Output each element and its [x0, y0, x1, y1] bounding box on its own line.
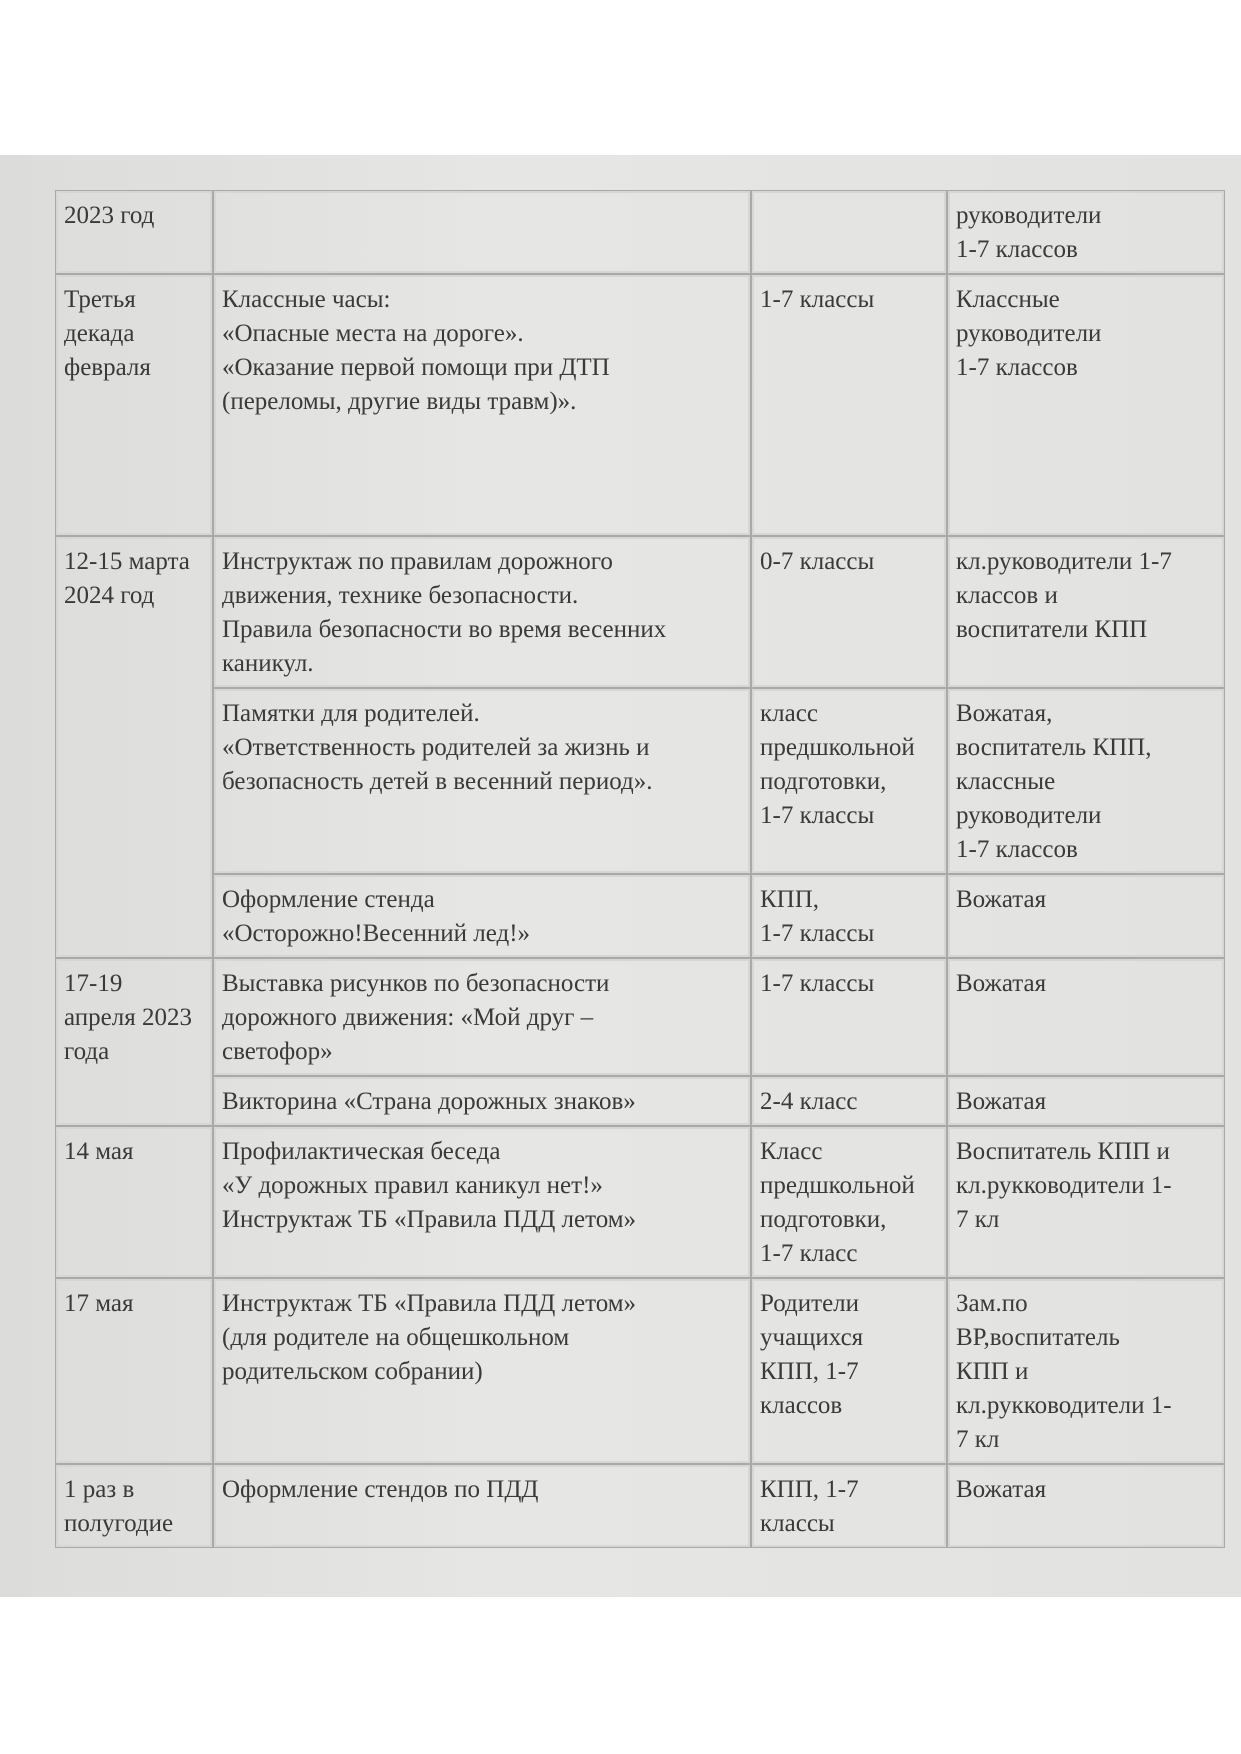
cell-participants: 0-7 классы: [751, 536, 947, 688]
cell-participants: класс предшкольной подготовки, 1-7 классы: [751, 688, 947, 874]
cell-participants: 1-7 классы: [751, 958, 947, 1076]
cell-responsible: Вожатая: [947, 1464, 1225, 1548]
table-row: [55, 274, 1225, 536]
cell-date: 1 раз в полугодие: [55, 1464, 213, 1548]
cell-responsible: Классные руководители 1-7 классов: [947, 274, 1225, 536]
table-row: [55, 190, 1225, 274]
table-row: [55, 536, 1225, 688]
cell-date: 14 мая: [55, 1126, 213, 1278]
cell-event: Викторина «Страна дорожных знаков»: [213, 1076, 751, 1126]
cell-responsible: Вожатая, воспитатель КПП, классные руководители 1-7 классов: [947, 688, 1225, 874]
events-table: [55, 190, 1225, 1548]
cell-participants: 2-4 класс: [751, 1076, 947, 1126]
cell-date: 17-19 апреля 2023 года: [55, 958, 213, 1126]
cell-responsible: Вожатая: [947, 958, 1225, 1076]
cell-event: Выставка рисунков по безопасности дорожного движения: «Мой друг – светофор»: [213, 958, 751, 1076]
cell-participants: КПП, 1-7 классы: [751, 1464, 947, 1548]
cell-participants: 1-7 классы: [751, 274, 947, 536]
cell-participants: Класс предшкольной подготовки, 1-7 класс: [751, 1126, 947, 1278]
cell-date: Третья декада февраля: [55, 274, 213, 536]
cell-date: 17 мая: [55, 1278, 213, 1464]
cell-event: Оформление стенда «Осторожно!Весенний лед!»: [213, 874, 751, 958]
cell-event: Оформление стендов по ПДД: [213, 1464, 751, 1548]
cell-responsible: кл.руководители 1-7 классов и воспитатели КПП: [947, 536, 1225, 688]
table-row: [55, 958, 1225, 1076]
cell-event: Памятки для родителей. «Ответственность родителей за жизнь и безопасность детей в весенний период».: [213, 688, 751, 874]
cell-responsible: Вожатая: [947, 1076, 1225, 1126]
cell-participants: [751, 190, 947, 274]
table-row: [55, 1076, 1225, 1126]
cell-event: Инструктаж ТБ «Правила ПДД летом» (для родителе на общешкольном родительском собрании): [213, 1278, 751, 1464]
table-row: [55, 1278, 1225, 1464]
cell-event: Профилактическая беседа «У дорожных правил каникул нет!» Инструктаж ТБ «Правила ПДД летом»: [213, 1126, 751, 1278]
table-row: [55, 874, 1225, 958]
cell-responsible: Зам.по ВР,воспитатель КПП и кл.рукководители 1- 7 кл: [947, 1278, 1225, 1464]
table-row: [55, 1126, 1225, 1278]
table-row: [55, 1464, 1225, 1548]
cell-date: 2023 год: [55, 190, 213, 274]
cell-event: [213, 190, 751, 274]
cell-participants: КПП, 1-7 классы: [751, 874, 947, 958]
table-row: [55, 688, 1225, 874]
cell-participants: Родители учащихся КПП, 1-7 классов: [751, 1278, 947, 1464]
cell-responsible: Вожатая: [947, 874, 1225, 958]
cell-date: 12-15 марта 2024 год: [55, 536, 213, 958]
cell-responsible: руководители 1-7 классов: [947, 190, 1225, 274]
cell-event: Классные часы: «Опасные места на дороге». «Оказание первой помощи при ДТП (переломы, другие виды травм)».: [213, 274, 751, 536]
cell-responsible: Воспитатель КПП и кл.рукководители 1- 7 кл: [947, 1126, 1225, 1278]
cell-event: Инструктаж по правилам дорожного движения, технике безопасности. Правила безопасности во время весенних каникул.: [213, 536, 751, 688]
